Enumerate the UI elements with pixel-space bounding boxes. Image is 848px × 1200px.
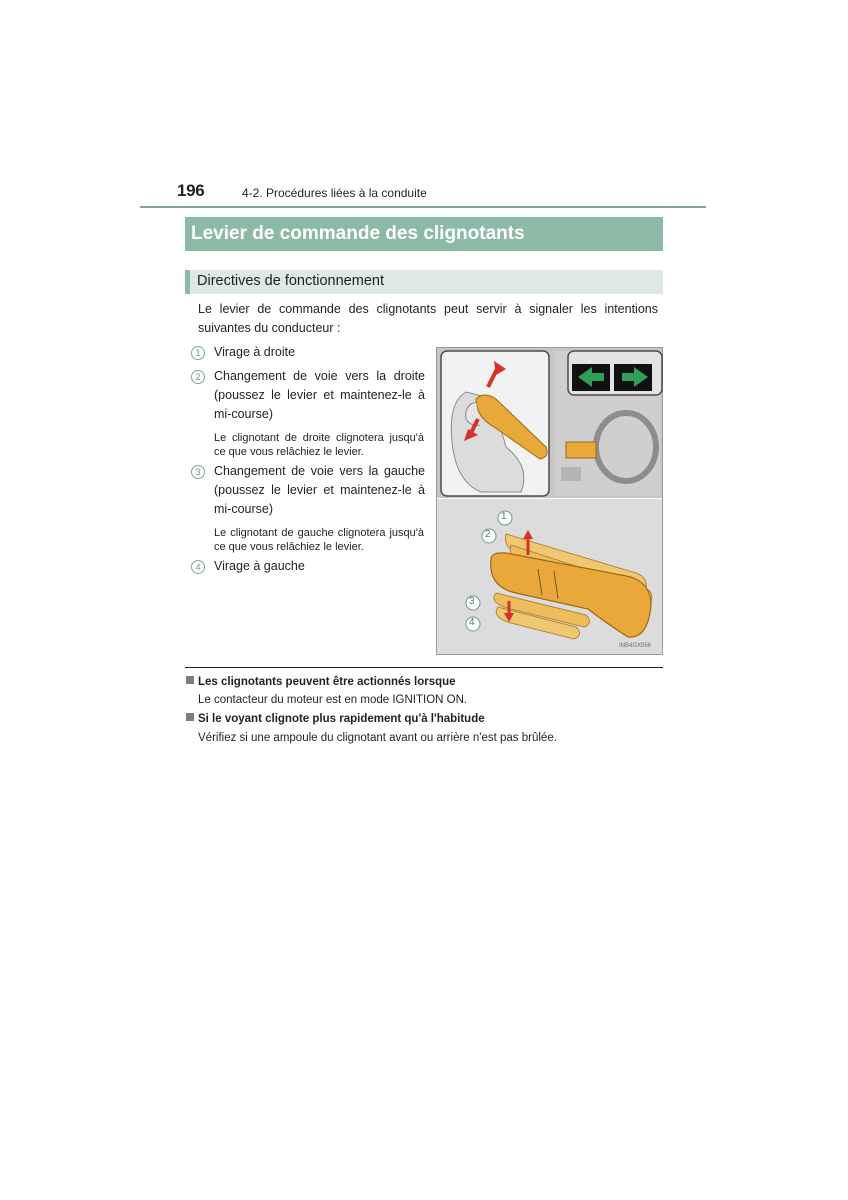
square-bullet-icon [186, 676, 194, 684]
header-rule [140, 206, 706, 208]
list-item-text: Changement de voie vers la droite (poussez le levier et maintenez-le à mi-course) [214, 369, 425, 421]
callout-2: 2 [485, 529, 491, 540]
subsection-accent [185, 270, 190, 294]
note-body-1: Le contacteur du moteur est en mode IGNITION ON. [198, 694, 468, 706]
page-number: 196 [177, 181, 205, 200]
list-item-1 [191, 343, 425, 362]
number-badge: 4 [191, 560, 205, 574]
section-title-bar [185, 217, 663, 251]
callout-1: 1 [501, 511, 507, 522]
list-item-2 [191, 367, 425, 424]
notes-divider [185, 667, 663, 668]
turn-signal-illustration [436, 347, 663, 655]
section-path: 4-2. Procédures liées à la conduite [242, 186, 427, 200]
list-item-text: Virage à droite [214, 345, 296, 359]
list-item-note: Le clignotant de droite clignotera jusqu'à ce que vous relâchiez le levier. [214, 432, 424, 458]
list-item-4 [191, 557, 425, 576]
subsection-title-bar [185, 270, 663, 294]
number-badge: 1 [191, 346, 205, 360]
list-item-text: Changement de voie vers la gauche (poussez le levier et maintenez-le à mi-course) [214, 464, 425, 516]
section-title: Levier de commande des clignotants [191, 223, 525, 244]
note-heading-1: Les clignotants peuvent être actionnés lorsque [186, 676, 456, 688]
intro-paragraph: Le levier de commande des clignotants peut servir à signaler les intentions suivantes du conducteur : [198, 302, 658, 335]
list-item-3 [191, 462, 425, 519]
image-code: INB4GX056 [619, 643, 652, 649]
note-body-2: Vérifiez si une ampoule du clignotant avant ou arrière n'est pas brûlée. [198, 732, 557, 744]
list-item-note: Le clignotant de gauche clignotera jusqu'à ce que vous relâchiez le levier. [214, 527, 424, 553]
number-badge: 3 [191, 465, 205, 479]
number-badge: 2 [191, 370, 205, 384]
subsection-title: Directives de fonctionnement [197, 273, 384, 289]
note-heading-2: Si le voyant clignote plus rapidement qu'à l'habitude [186, 713, 485, 725]
turn-signal-figure [436, 347, 663, 655]
square-bullet-icon [186, 713, 194, 721]
callout-3: 3 [469, 596, 475, 607]
list-item-text: Virage à gauche [214, 559, 305, 573]
callout-4: 4 [469, 617, 475, 628]
